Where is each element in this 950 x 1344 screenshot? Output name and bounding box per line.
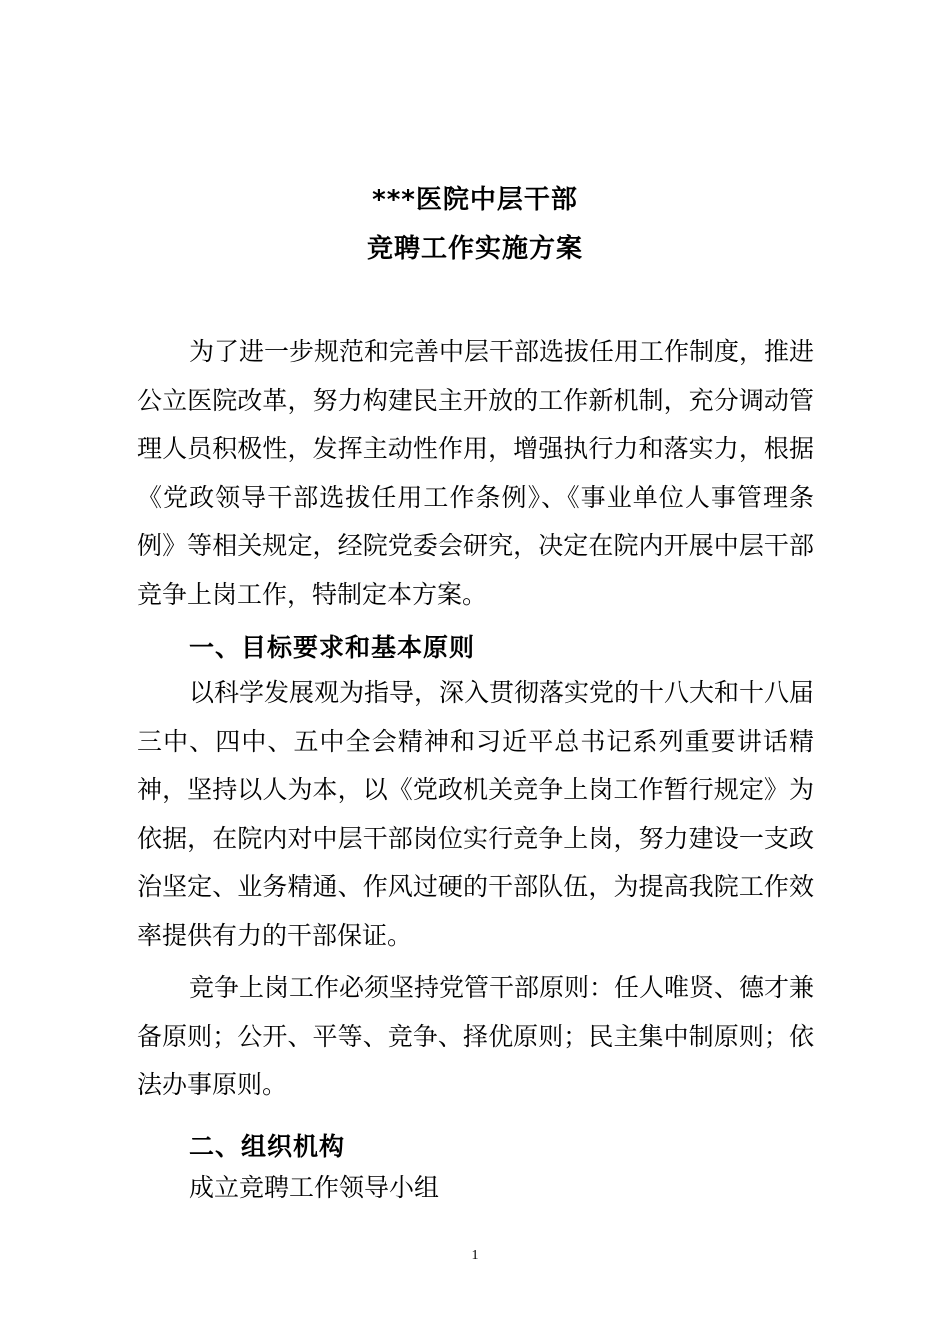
- page-number: 1: [471, 1248, 479, 1263]
- section-heading-1: 一、目标要求和基本原则: [189, 633, 476, 662]
- section-heading-2: 二、组织机构: [189, 1132, 346, 1161]
- document-title-line1: ***医院中层干部: [372, 185, 578, 215]
- document-title-line2: 竞聘工作实施方案: [366, 234, 583, 264]
- organization-paragraph: 成立竞聘工作领导小组: [189, 1173, 440, 1202]
- principles-paragraph: 竞争上岗工作必须坚持党管干部原则：任人唯贤、德才兼备原则；公开、平等、竞争、择优原则；民主集中制原则；依法办事原则。: [137, 973, 815, 1099]
- intro-paragraph: 为了进一步规范和完善中层干部选拔任用工作制度，推进公立医院改革，努力构建民主开放的工作新机制，充分调动管理人员积极性，发挥主动性作用，增强执行力和落实力，根据《党政领导干部选拔任用工作条例》、《事业单位人事管理条例》等相关规定，经院党委会研究，决定在院内开展中层干部竞争上岗工作，特制定本方案。: [137, 337, 815, 609]
- guiding-principle-paragraph: 以科学发展观为指导，深入贯彻落实党的十八大和十八届三中、四中、五中全会精神和习近平总书记系列重要讲话精神，坚持以人为本，以《党政机关竞争上岗工作暂行规定》为依据，在院内对中层干部岗位实行竞争上岗，努力建设一支政治坚定、业务精通、作风过硬的干部队伍，为提高我院工作效率提供有力的干部保证。: [137, 678, 815, 950]
